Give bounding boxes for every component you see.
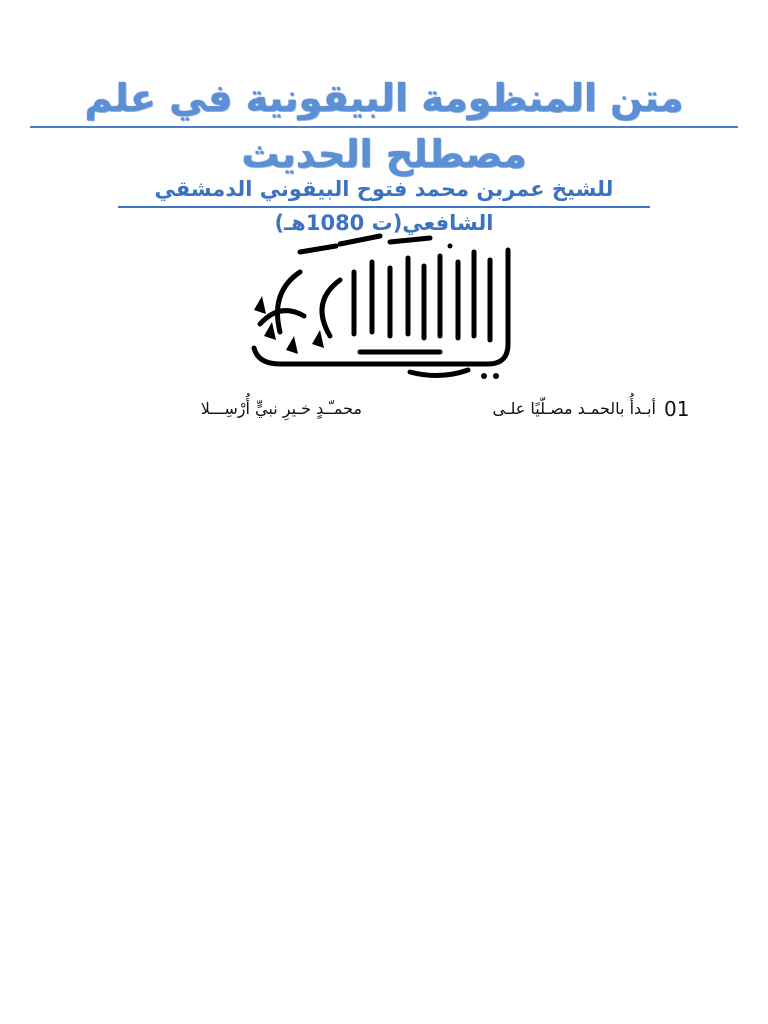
document-subtitle: للشيخ عمربن محمد فتوح البيقوني الدمشقي الشافعي(ت 1080هـ) bbox=[154, 177, 614, 235]
subtitle-underline bbox=[118, 206, 650, 208]
verse-first-hemistich: أبـدأُ بالحمـد مصـلّيًا علـى bbox=[492, 399, 656, 418]
verse-number: 01 bbox=[664, 397, 690, 421]
verse-second-hemistich: محمـّـدٍ خـيرِ نبيٍّ أُرْسِـــلا bbox=[200, 399, 362, 418]
document-title: متن المنظومة البيقونية في علم مصطلح الحديث bbox=[84, 76, 684, 176]
verse-row bbox=[0, 392, 768, 426]
title-underline bbox=[30, 126, 738, 128]
basmala-calligraphy bbox=[240, 232, 530, 382]
